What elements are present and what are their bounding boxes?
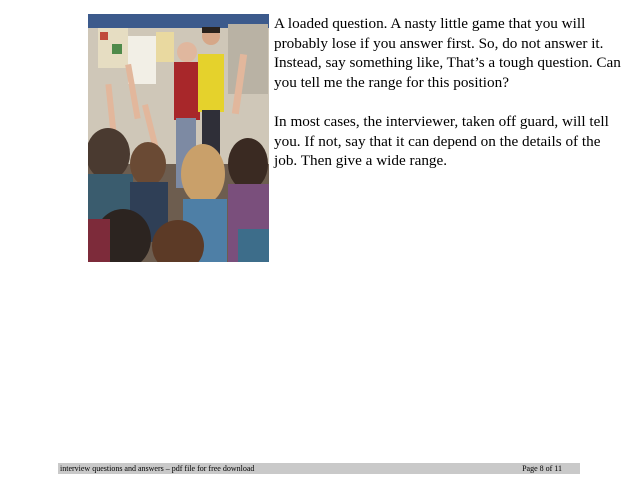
footer-title: interview questions and answers – pdf file for free download — [60, 464, 255, 473]
classroom-photo-illustration — [88, 14, 269, 262]
page-footer — [58, 463, 580, 474]
article-body — [274, 14, 624, 190]
article-paragraph: A loaded question. A nasty little game that you will probably lose if you answer first. So, do not answer it. Instead, say something like, That’s a tough question. Can you tell me the range for this position? — [274, 15, 621, 91]
classroom-photo — [88, 14, 269, 262]
article-paragraph: In most cases, the interviewer, taken off guard, will tell you. If not, say that it can depend on the details of the job. Then give a wide range. — [274, 112, 609, 170]
page-number: Page 8 of 11 — [522, 464, 562, 473]
